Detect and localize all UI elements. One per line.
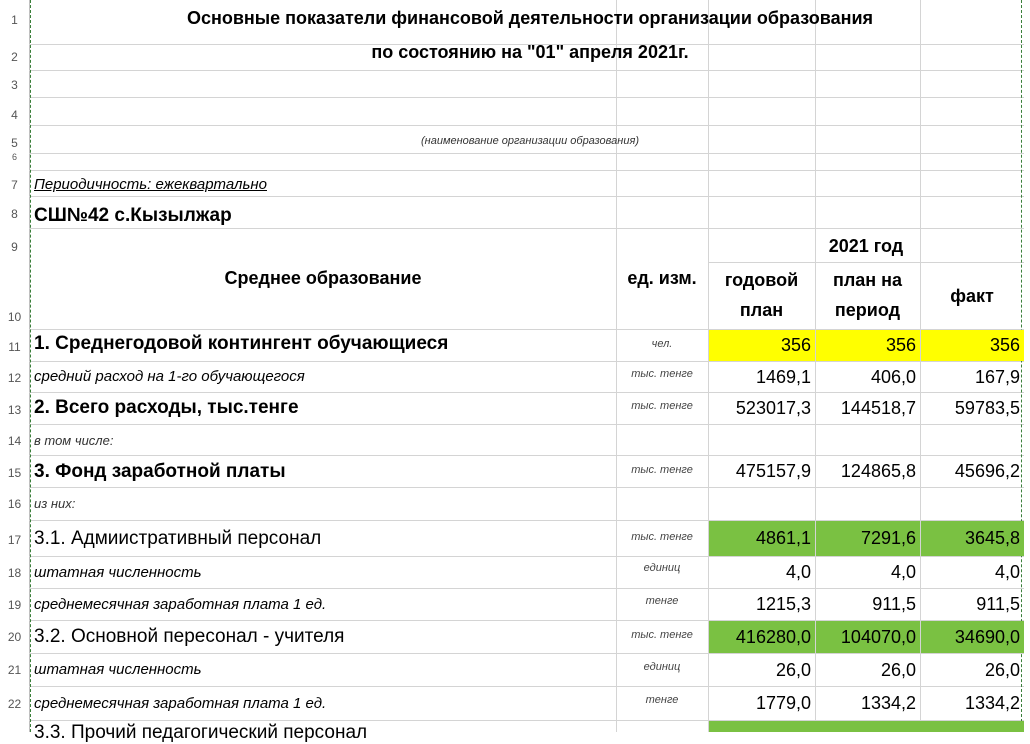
row-divider [29,424,1024,425]
row-number[interactable]: 2 [11,50,18,64]
period-plan-value[interactable]: 911,5 [872,594,916,614]
row-divider [29,228,1024,229]
period-plan-value[interactable]: 406,0 [870,367,916,387]
period-plan-value[interactable]: 144518,7 [840,398,916,418]
row-label[interactable]: штатная численность [34,661,202,678]
row-unit[interactable]: тыс. тенге [631,368,693,380]
row-number[interactable]: 4 [11,108,18,122]
period-plan-value[interactable]: 104070,0 [816,621,920,653]
fact-value[interactable]: 26,0 [984,660,1020,680]
partial-green-cell[interactable] [709,721,1024,732]
row-label[interactable]: средний расход на 1-го обучающегося [34,368,305,385]
row-unit[interactable]: тыс. тенге [631,531,693,543]
annual-plan-value[interactable]: 1215,3 [755,594,811,614]
row-number[interactable]: 5 [11,136,18,150]
fact-value[interactable]: 34690,0 [921,621,1024,653]
row-number[interactable]: 19 [7,598,22,612]
row-divider [29,170,1024,171]
row-number[interactable]: 6 [11,152,17,162]
fact-value[interactable]: 1334,2 [964,693,1020,713]
fact-value[interactable]: 59783,5 [954,398,1020,418]
row-divider [29,196,1024,197]
annual-plan-value[interactable]: 4,0 [785,562,811,582]
header-year: 2021 год [828,236,904,256]
row-number[interactable]: 11 [8,340,21,354]
row-divider [29,153,1024,154]
period-plan-value[interactable]: 356 [816,330,920,361]
row-label[interactable]: среднемесячная заработная плата 1 ед. [34,596,327,613]
annual-plan-value[interactable]: 1469,1 [755,367,811,387]
row-unit[interactable]: тыс. тенге [631,464,693,476]
row-unit[interactable]: единиц [643,661,681,673]
row-number[interactable]: 18 [7,566,22,580]
row-number[interactable]: 10 [7,310,22,324]
row-divider [29,487,1024,488]
header-period-plan: план на [832,270,903,290]
row-number[interactable]: 20 [7,630,22,644]
annual-plan-value[interactable]: 356 [709,330,815,361]
row-number[interactable]: 13 [7,403,22,417]
periodicity-label: Периодичность: ежеквартально [34,176,267,193]
header-unit: ед. изм. [627,268,697,288]
row-number[interactable]: 8 [11,207,18,221]
row-label[interactable]: из них: [34,496,76,511]
row-number[interactable]: 7 [11,178,18,192]
row-number[interactable]: 12 [7,371,22,385]
row-number[interactable]: 9 [11,240,18,254]
row-unit[interactable]: тенге [645,595,679,607]
fact-value[interactable]: 167,9 [974,367,1020,387]
row-label[interactable]: среднемесячная заработная плата 1 ед. [34,695,327,712]
annual-plan-value[interactable]: 1779,0 [755,693,811,713]
header-annual-plan: годовой [724,270,799,290]
row-label[interactable]: 3.1. Адмиистративный персонал [34,528,322,549]
row-divider [29,97,1024,98]
period-plan-value[interactable]: 7291,6 [816,521,920,556]
row-unit[interactable]: чел. [651,338,673,350]
header-annual-plan-2: план [739,300,784,320]
row-number[interactable]: 17 [7,533,22,547]
fact-value[interactable]: 4,0 [994,562,1020,582]
row-number[interactable]: 16 [7,497,22,511]
school-name: СШ№42 с.Кызылжар [34,205,232,226]
annual-plan-value[interactable]: 4861,1 [709,521,815,556]
period-plan-value[interactable]: 26,0 [880,660,916,680]
period-plan-value[interactable]: 4,0 [890,562,916,582]
row-divider [29,70,1024,71]
row-number[interactable]: 15 [7,466,22,480]
row-number[interactable]: 14 [7,434,22,448]
row-number[interactable]: 21 [7,663,22,677]
row-label[interactable]: 2. Всего расходы, тыс.тенге [34,397,299,418]
row-label[interactable]: в том числе: [34,433,114,448]
fact-value[interactable]: 356 [921,330,1024,361]
row-label[interactable]: штатная численность [34,564,202,581]
annual-plan-value[interactable]: 523017,3 [735,398,811,418]
header-section: Среднее образование [224,268,422,288]
row-label[interactable]: 1. Среднегодовой контингент обучающиеся [34,333,449,354]
row-divider [708,262,1024,263]
row-number[interactable]: 3 [11,78,18,92]
page-break-line [30,0,31,732]
period-plan-value[interactable]: 1334,2 [860,693,916,713]
row-unit[interactable]: тыс. тенге [631,400,693,412]
annual-plan-value[interactable]: 475157,9 [735,461,811,481]
row-unit[interactable]: тыс. тенге [631,629,693,641]
row-label-partial[interactable]: 3.3. Прочий педагогический персонал [34,722,368,743]
period-plan-value[interactable]: 124865,8 [840,461,916,481]
fact-value[interactable]: 45696,2 [954,461,1020,481]
row-label[interactable]: 3.2. Основной пересонал - учителя [34,626,345,647]
header-period-plan-2: период [834,300,901,320]
report-title: Основные показатели финансовой деятельности организации образования [186,8,874,28]
fact-value[interactable]: 3645,8 [921,521,1024,556]
header-fact: факт [950,286,994,306]
row-label[interactable]: 3. Фонд заработной платы [34,461,286,482]
col-divider [616,0,617,732]
annual-plan-value[interactable]: 26,0 [775,660,811,680]
fact-value[interactable]: 911,5 [976,594,1020,614]
row-unit[interactable]: единиц [643,562,681,574]
row-number[interactable]: 22 [7,697,22,711]
row-number[interactable]: 1 [11,13,18,27]
row-divider [29,125,1024,126]
annual-plan-value[interactable]: 416280,0 [709,621,815,653]
org-caption: (наименование организации образования) [421,135,639,147]
row-unit[interactable]: тенге [645,694,679,706]
report-subtitle: по состоянию на "01" апреля 2021г. [371,42,689,62]
